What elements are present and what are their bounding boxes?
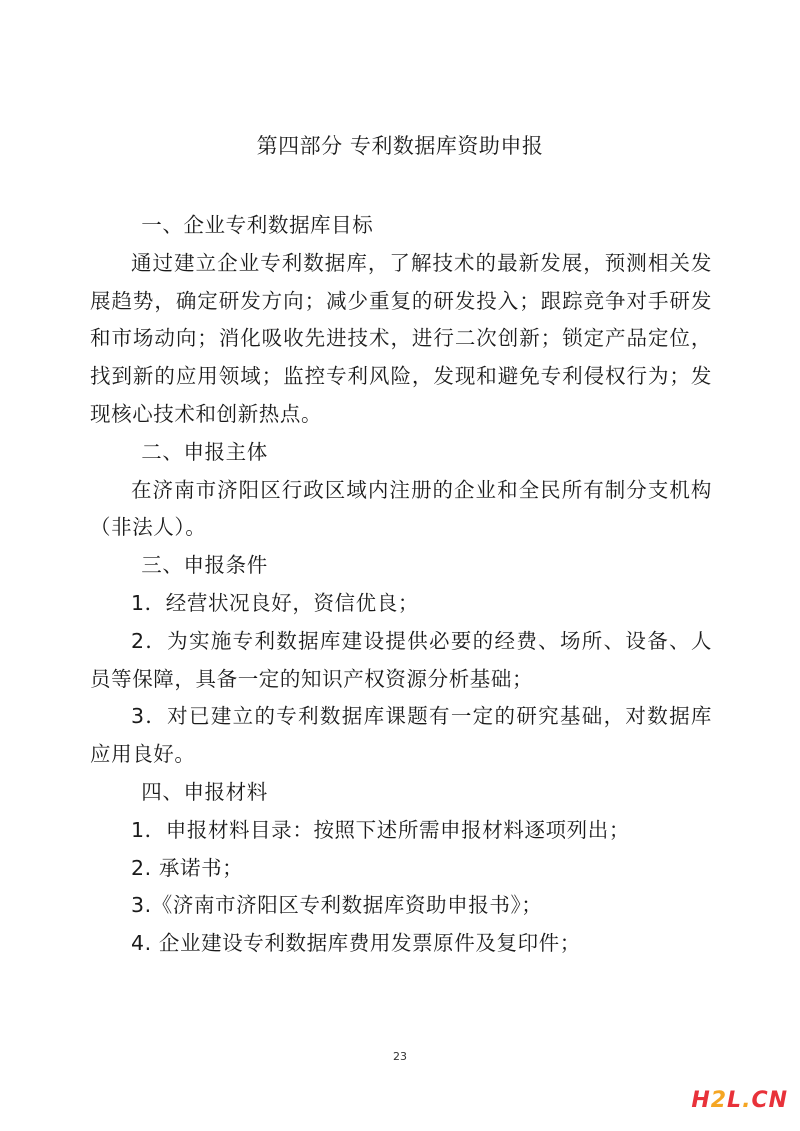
section-heading-conditions: 三、申报条件 — [141, 553, 268, 578]
material-item-2: 2. 承诺书； — [131, 855, 244, 880]
watermark-h: H — [691, 1088, 711, 1113]
material-item-3: 3.《济南市济阳区专利数据库资助申报书》； — [131, 893, 543, 918]
watermark-dot: . — [742, 1088, 752, 1113]
material-item-1: 1．申报材料目录：按照下述所需申报材料逐项列出； — [131, 817, 630, 842]
page-number: 23 — [393, 1050, 407, 1063]
paragraph-applicant: 在济南市济阳区行政区域内注册的企业和全民所有制分支机构（非法人）。 — [90, 477, 712, 540]
watermark-l: L — [727, 1088, 743, 1113]
condition-item-1: 1．经营状况良好，资信优良； — [131, 590, 419, 615]
condition-item-3: 3．对已建立的专利数据库课题有一定的研究基础，对数据库应用良好。 — [90, 704, 712, 767]
material-item-4: 4. 企业建设专利数据库费用发票原件及复印件； — [131, 931, 581, 956]
condition-item-2: 2．为实施专利数据库建设提供必要的经费、场所、设备、人员等保障，具备一定的知识产权资源分析基础； — [90, 628, 712, 691]
page-title: 第四部分 专利数据库资助申报 — [256, 134, 544, 158]
section-heading-applicant: 二、申报主体 — [141, 439, 268, 464]
watermark-2: 2 — [710, 1088, 728, 1113]
paragraph-goal: 通过建立企业专利数据库，了解技术的最新发展，预测相关发展趋势，确定研发方向；减少重复的研发投入；跟踪竞争对手研发和市场动向；消化吸收先进技术，进行二次创新；锁定产品定位，找到新的应用领域；监控专利风险，发现和避免专利侵权行为；发现核心技术和创新热点。 — [90, 250, 712, 426]
site-watermark-logo — [691, 1088, 788, 1113]
section-heading-goal: 一、企业专利数据库目标 — [141, 213, 374, 237]
section-heading-materials: 四、申报材料 — [141, 779, 268, 804]
document-body — [90, 207, 712, 963]
watermark-cn: CN — [751, 1088, 788, 1113]
